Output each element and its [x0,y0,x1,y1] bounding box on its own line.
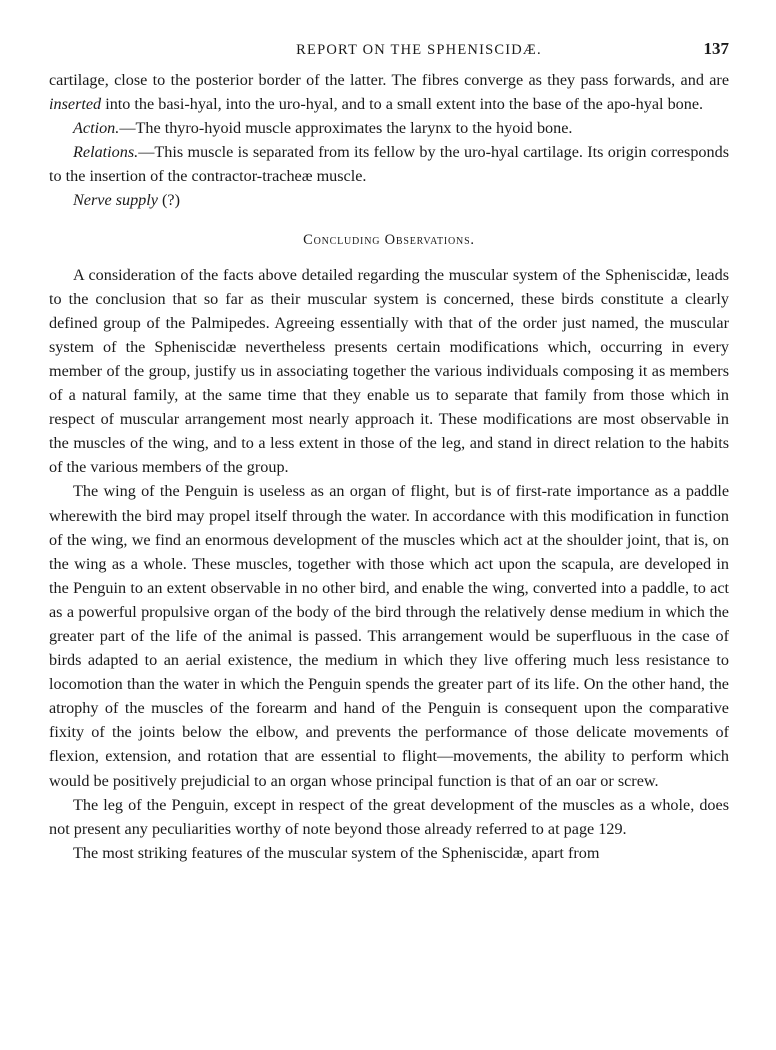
page-number: 137 [703,39,729,58]
body-paragraph: The wing of the Penguin is useless as an organ of flight, but is of first-rate importance as a paddle wherewith the bird may propel itself through the water. In accordance with this modification in function of the wing, we find an enormous development of the muscles which act at the shoulder joint, that is, on the wing as a whole. These muscles, together with those which act upon the scapula, are developed in the Penguin to an extent observable in no other bird, and enable the wing, converted into a paddle, to act as a powerful propulsive organ of the body of the bird through the relatively dense medium in which the greater part of the life of the animal is passed. This arrangement would be superfluous in the case of birds adapted to an aerial existence, the medium in which they live offering much less resistance to locomotion than the water in which the Penguin spends the greater part of its life. On the other hand, the atrophy of the muscles of the forearm and hand of the Penguin is consequent upon the comparative fixity of the joints below the elbow, and prevents the performance of those delicate movements of flexion, extension, and rotation that are essential to flight—movements, the ability to perform which would be positively prejudicial to an organ whose principal function is that of an oar or screw. [49,482,729,790]
action-paragraph [49,116,729,140]
running-head [49,38,729,68]
relations-text: —This muscle is separated from its fellow by the uro-hyal cartilage. Its origin corresponds to the insertion of the contractor-tracheæ muscle. [49,143,729,186]
running-title: REPORT ON THE SPHENISCIDÆ. [296,42,542,58]
paragraph-text-pre: cartilage, close to the posterior border of the latter. The fibres converge as they pass forwards, and are [49,71,729,89]
body-paragraph: A consideration of the facts above detailed regarding the muscular system of the Spheniscidæ, leads to the conclusion that so far as their muscular system is concerned, these birds constitute a clearly defined group of the Palmipedes. Agreeing essentially with that of the order just named, the muscular system of the Spheniscidæ nevertheless presents certain modifications which, occurring in every member of the group, justify us in associating together the various individuals composing it as members of a natural family, at the same time that they enable us to separate that family from those which in respect of muscular arrangement most nearly approach it. These modifications are most observable in the muscles of the wing, and to a less extent in those of the leg, and stand in direct relation to the habits of the various members of the group. [49,265,729,477]
continued-paragraph [49,68,729,116]
nerve-supply-text: (?) [157,191,180,210]
body-paragraph-truncated: The most striking features of the muscular system of the Spheniscidæ, apart from [73,843,600,862]
body-paragraph: The leg of the Penguin, except in respect of the great development of the muscles as a whole, does not present any peculiarities worthy of note beyond those already referred to at page 129. [49,795,729,838]
relations-label: Relations. [73,143,139,162]
emphasis-inserted: inserted [49,95,102,114]
nerve-supply-paragraph [49,188,729,212]
paragraph-text-post: into the basi-hyal, into the uro-hyal, and to a small extent into the base of the apo-hyal bone. [101,95,704,114]
section-heading: Concluding Observations. [303,231,475,248]
action-text: —The thyro-hyoid muscle approximates the larynx to the hyoid bone. [119,119,573,138]
page-body [49,68,729,865]
nerve-supply-label: Nerve supply [73,191,158,210]
document-page [49,38,729,865]
action-label: Action. [73,119,120,138]
relations-paragraph [49,140,729,188]
